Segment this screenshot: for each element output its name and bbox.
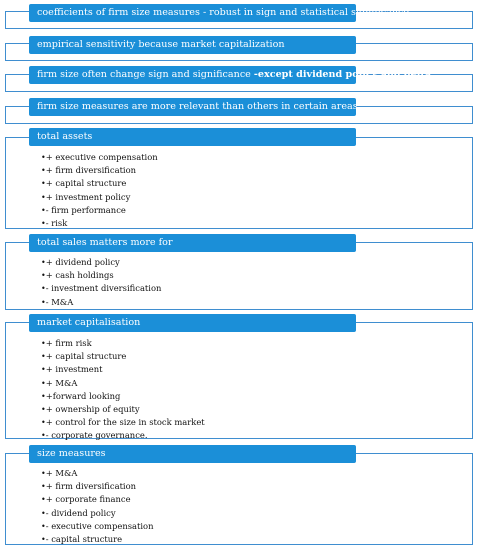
list-item: •- executive compensation xyxy=(41,520,154,531)
bullet-icon: • xyxy=(41,508,46,518)
bullet-icon: • xyxy=(41,405,46,415)
bullet-icon: • xyxy=(41,271,46,281)
list-item: •+forward looking xyxy=(41,390,121,401)
section-title-total-sales: total sales matters more for xyxy=(29,234,356,252)
section-list-total-sales xyxy=(41,256,161,309)
section-title-market-capitalisation: market capitalisation xyxy=(29,314,356,332)
bullet-icon: • xyxy=(41,535,46,545)
list-item: •+ investment policy xyxy=(41,191,131,202)
list-item: •+ cash holdings xyxy=(41,270,114,281)
banner-2 xyxy=(29,36,356,54)
banner-1-text: coefficients of firm size measures - robust in sign and statistical significance. xyxy=(37,7,413,18)
banner-1 xyxy=(29,4,413,22)
section-title-size-measures: size measures xyxy=(29,445,356,463)
list-item: •+ firm risk xyxy=(41,338,92,348)
banner-3 xyxy=(29,66,432,84)
list-item: •- capital structure xyxy=(41,534,123,545)
bullet-icon: • xyxy=(41,153,46,162)
section-title-total-assets: total assets xyxy=(29,128,356,146)
bullet-icon: • xyxy=(41,469,46,478)
bullet-icon: • xyxy=(41,352,46,362)
list-item: •+ M&A xyxy=(41,377,78,388)
list-item: •+ M&A xyxy=(41,468,78,478)
bullet-icon: • xyxy=(41,179,46,189)
list-item: •+ corporate finance xyxy=(41,494,131,505)
bullet-icon: • xyxy=(41,378,46,388)
list-item: •+ capital structure xyxy=(41,178,127,189)
bullet-icon: • xyxy=(41,495,46,505)
section-list-market-capitalisation xyxy=(41,337,205,443)
bullet-icon: • xyxy=(41,258,46,267)
bullet-icon: • xyxy=(41,205,46,215)
bullet-icon: • xyxy=(41,365,46,375)
bullet-icon: • xyxy=(41,431,46,441)
list-item: •- investment diversification xyxy=(41,283,162,294)
list-item: •- corporate governance. xyxy=(41,430,148,441)
bullet-icon: • xyxy=(41,418,46,428)
banner-4 xyxy=(29,98,356,116)
list-item: •+ capital structure xyxy=(41,351,127,362)
list-item: •+ control for the size in stock market xyxy=(41,417,205,428)
bullet-icon: • xyxy=(41,166,46,176)
list-item: •- M&A xyxy=(41,296,74,307)
list-item: •- firm performance xyxy=(41,204,126,215)
section-list-total-assets xyxy=(41,151,158,230)
bullet-icon: • xyxy=(41,192,46,202)
list-item: •+ executive compensation xyxy=(41,152,158,162)
list-item: •- risk xyxy=(41,218,68,229)
bullet-icon: • xyxy=(41,391,46,401)
bullet-icon: • xyxy=(41,521,46,531)
banner-3-bold-text: -except dividend policy and delta xyxy=(253,69,432,80)
bullet-icon: • xyxy=(41,482,46,492)
banner-4-text: firm size measures are more relevant than others in certain areas xyxy=(37,101,358,112)
bullet-icon: • xyxy=(41,297,46,307)
bullet-icon: • xyxy=(41,219,46,229)
list-item: •+ dividend policy xyxy=(41,257,120,267)
section-list-size-measures xyxy=(41,467,153,546)
list-item: •- dividend policy xyxy=(41,507,116,518)
list-item: •+ firm diversification xyxy=(41,165,137,176)
bullet-icon: • xyxy=(41,284,46,294)
banner-2-text: empirical sensitivity because market capitalization xyxy=(37,39,285,50)
banner-3-text: firm size often change sign and significance xyxy=(37,69,254,80)
list-item: •+ investment xyxy=(41,364,103,375)
bullet-icon: • xyxy=(41,339,46,348)
list-item: •+ ownership of equity xyxy=(41,404,140,415)
list-item: •+ firm diversification xyxy=(41,481,137,492)
